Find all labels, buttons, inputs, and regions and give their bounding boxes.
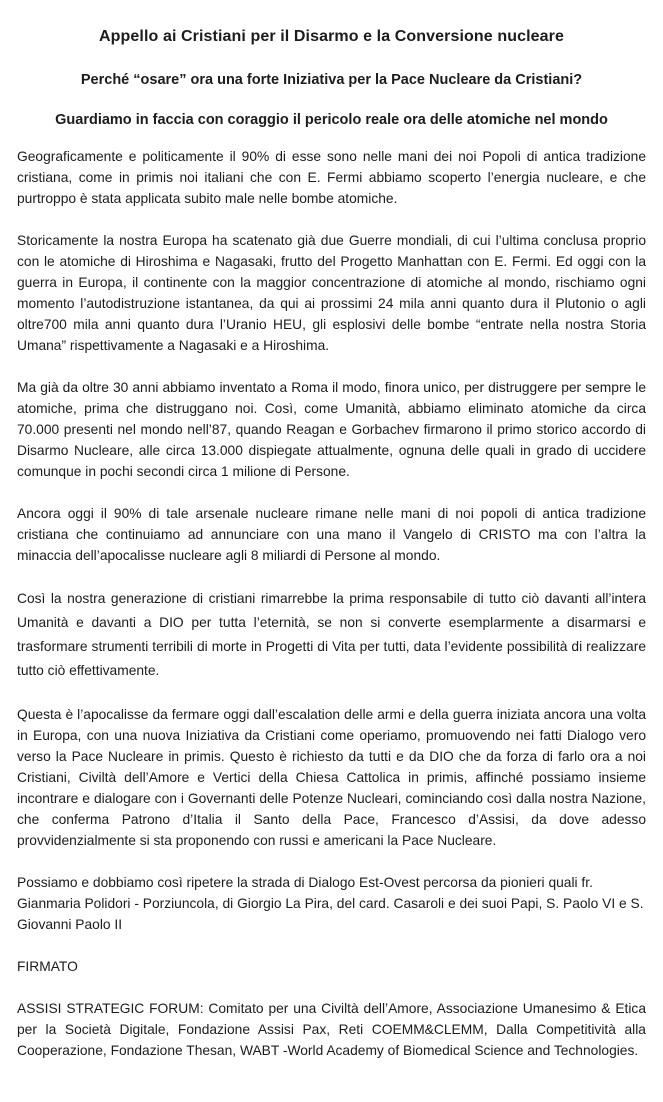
signature-label: FIRMATO bbox=[17, 959, 78, 974]
paragraph-storia: Storicamente la nostra Europa ha scatenato già due Guerre mondiali, di cui l’ultima conclusa proprio con le atomiche di Hiroshima e Nagasaki, frutto del Progetto Manhattan con E. Fermi. Ed oggi con la guerra in Europa, il continente con la maggior concentrazione di atomiche al mondo, rischiamo ogni momento l’autodistruzione istantanea, da qui ai prossimi 24 mila anni quanto dura il Plutonio o agli oltre700 mila anni quanto dura l’Uranio HEU, gli esplosivi delle bombe “entrate nella nostra Storia Umana” rispettivamente a Nagasaki e a Hiroshima. bbox=[17, 233, 646, 353]
paragraph-geografia: Geograficamente e politicamente il 90% di esse sono nelle mani dei noi Popoli di antica tradizione cristiana, come in primis noi italiani che con E. Fermi abbiamo scoperto l’energia nucleare, e che purtroppo è stata applicata subito male nelle bombe atomiche. bbox=[17, 149, 646, 206]
paragraph-disarmo-roma: Ma già da oltre 30 anni abbiamo inventato a Roma il modo, finora unico, per distruggere per sempre le atomiche, prima che distruggano noi. Così, come Umanità, abbiamo eliminato atomiche da circa 70.000 presenti nel mondo nell’87, quando Reagan e Gorbachev firmarono il primo storico accordo di Disarmo Nucleare, alle circa 13.000 dispiegate attualmente, ognuna delle quali in grado di uccidere comunque in pochi secondi circa 1 milione di Persone. bbox=[17, 380, 646, 479]
subtitle-statement: Guardiamo in faccia con coraggio il pericolo reale ora delle atomiche nel mondo bbox=[55, 112, 608, 128]
paragraph-pionieri: Possiamo e dobbiamo così ripetere la strada di Dialogo Est-Ovest percorsa da pionieri quali fr. Gianmaria Polidori - Porziuncola, di Giorgio La Pira, del card. Casaroli e dei suoi Papi, S. Paolo VI e S. Giovanni Paolo II bbox=[17, 875, 644, 932]
signatories-paragraph: ASSISI STRATEGIC FORUM: Comitato per una Civiltà dell’Amore, Associazione Umanesimo & Etica per la Società Digitale, Fondazione Assisi Pax, Reti COEMM&CLEMM, Dalla Competitività alla Cooperazione, Fondazione Thesan, WABT -World Academy of Biomedical Science and Technologies. bbox=[17, 1001, 646, 1058]
paragraph-arsenale: Ancora oggi il 90% di tale arsenale nucleare rimane nelle mani di noi popoli di antica tradizione cristiana che continuiamo ad annunciare con una mano il Vangelo di CRISTO ma con l’altra la minaccia dell’apocalisse nucleare agli 8 miliardi di Persone al mondo. bbox=[17, 506, 646, 563]
page-title: Appello ai Cristiani per il Disarmo e la Conversione nucleare bbox=[99, 28, 564, 45]
paragraph-responsabilita: Così la nostra generazione di cristiani rimarrebbe la prima responsabile di tutto ciò davanti all’intera Umanità e davanti a DIO per tutta l’eternità, se non si converte esemplarmente a disarmarsi e trasformare strumenti terribili di morte in Progetti di Vita per tutti, data l’evidente possibilità di realizzare tutto ciò effettivamente. bbox=[17, 591, 646, 678]
paragraph-apocalisse-iniziativa: Questa è l’apocalisse da fermare oggi dall’escalation delle armi e della guerra iniziata ancora una volta in Europa, con una nuova Iniziativa da Cristiani come operiamo, promuovendo nei fatti Dialogo vero verso la Pace Nucleare in primis. Questo è richiesto da tutti e da DIO che da forza di farlo ora a noi Cristiani, Civiltà dell’Amore e Vertici della Chiesa Cattolica in primis, affinché possiamo insieme incontrare e dialogare con i Governanti delle Potenze Nucleari, cominciando così dalla nostra Nazione, che conferma Patrono d’Italia il Santo della Pace, Francesco d’Assisi, da dove adesso provvidenzialmente si sta proponendo con russi e americani la Pace Nucleare. bbox=[17, 707, 646, 848]
subtitle-question: Perché “osare” ora una forte Iniziativa per la Pace Nucleare da Cristiani? bbox=[80, 72, 583, 88]
